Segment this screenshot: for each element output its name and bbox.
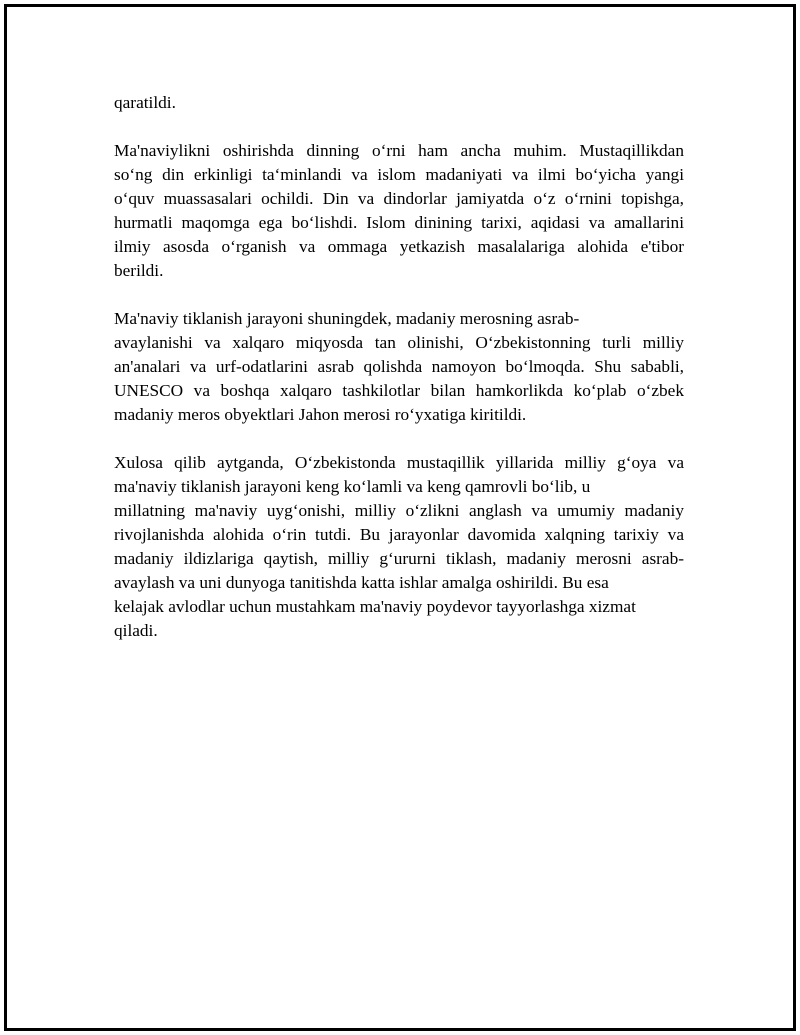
paragraph-heritage	[114, 307, 684, 427]
paragraph-conclusion	[114, 451, 684, 643]
text-line: avaylanishi va xalqaro miqyosda tan olinishi, O‘zbekistonning turli milliy	[114, 333, 684, 352]
text-line: qiladi.	[114, 621, 158, 640]
text-line: hurmatli maqomga ega bo‘lishdi. Islom dinining tarixi, aqidasi va amallarini	[114, 213, 684, 232]
text-line: ilmiy asosda o‘rganish va ommaga yetkazish masalalariga alohida e'tibor	[114, 237, 684, 256]
text-line: berildi.	[114, 261, 164, 280]
paragraph-continuation	[114, 91, 684, 115]
paragraph-religion	[114, 139, 684, 283]
document-body	[114, 91, 684, 643]
text-line: Ma'naviylikni oshirishda dinning o‘rni ham ancha muhim. Mustaqillikdan	[114, 141, 684, 160]
text-line: Ma'naviy tiklanish jarayoni shuningdek, madaniy merosning asrab-	[114, 309, 580, 328]
text-line: millatning ma'naviy uyg‘onishi, milliy o‘zlikni anglash va umumiy madaniy	[114, 501, 684, 520]
text-line: qaratildi.	[114, 93, 176, 112]
text-line: rivojlanishda alohida o‘rin tutdi. Bu jarayonlar davomida xalqning tarixiy va	[114, 525, 684, 544]
text-line: o‘quv muassasalari ochildi. Din va dindorlar jamiyatda o‘z o‘rnini topishga,	[114, 189, 684, 208]
text-line: so‘ng din erkinligi ta‘minlandi va islom madaniyati va ilmi bo‘yicha yangi	[114, 165, 684, 184]
text-line: ma'naviy tiklanish jarayoni keng ko‘lamli va keng qamrovli bo‘lib, u	[114, 477, 591, 496]
text-line: avaylash va uni dunyoga tanitishda katta ishlar amalga oshirildi. Bu esa	[114, 573, 609, 592]
text-line: madaniy meros obyektlari Jahon merosi ro‘yxatiga kiritildi.	[114, 405, 527, 424]
text-line: Xulosa qilib aytganda, O‘zbekistonda mustaqillik yillarida milliy g‘oya va	[114, 453, 684, 472]
text-line: madaniy ildizlariga qaytish, milliy g‘ururni tiklash, madaniy merosni asrab-	[114, 549, 684, 568]
text-line: UNESCO va boshqa xalqaro tashkilotlar bilan hamkorlikda ko‘plab o‘zbek	[114, 381, 684, 400]
text-line: kelajak avlodlar uchun mustahkam ma'naviy poydevor tayyorlashga xizmat	[114, 597, 636, 616]
text-line: an'analari va urf-odatlarini asrab qolishda namoyon bo‘lmoqda. Shu sababli,	[114, 357, 684, 376]
